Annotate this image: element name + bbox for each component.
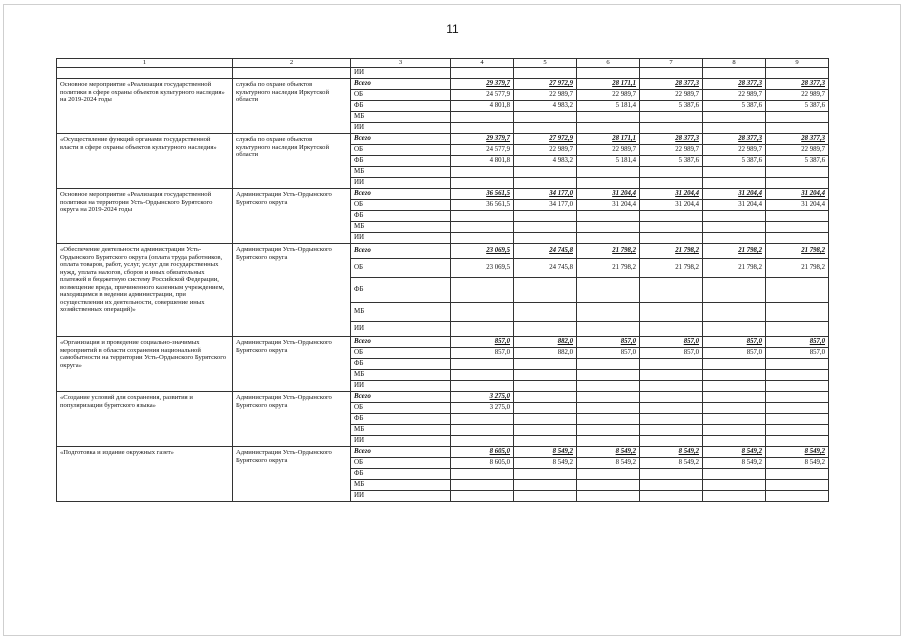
value-cell: 857,0: [766, 348, 829, 359]
value-cell: 31 204,4: [577, 189, 640, 200]
value-cell: 22 989,7: [703, 145, 766, 156]
row-code: Всего: [351, 244, 451, 259]
value-cell: 8 549,2: [577, 447, 640, 458]
value-cell: 857,0: [640, 337, 703, 348]
value-cell: 8 549,2: [640, 458, 703, 469]
executor-name: Администрация Усть-Ордынского Бурятского округа: [233, 189, 351, 244]
value-cell: [766, 112, 829, 123]
value-cell: [451, 303, 514, 322]
value-cell: [514, 414, 577, 425]
value-cell: 857,0: [577, 337, 640, 348]
value-cell: [703, 167, 766, 178]
value-cell: [640, 359, 703, 370]
row-code: ОБ: [351, 145, 451, 156]
value-cell: 21 798,2: [640, 259, 703, 278]
value-cell: [766, 178, 829, 189]
value-cell: [640, 392, 703, 403]
value-cell: [640, 123, 703, 134]
executor-name: Администрация Усть-Ордынского Бурятского округа: [233, 337, 351, 392]
value-cell: 24 745,8: [514, 244, 577, 259]
value-cell: [577, 469, 640, 480]
value-cell: 3 275,0: [451, 392, 514, 403]
activity-name: «Организация и проведение социально-значимых мероприятий в области сохранения национальной самобытности на территории Усть-Ордынского Бурятского округа»: [57, 337, 233, 392]
value-cell: [577, 414, 640, 425]
value-cell: 31 204,4: [577, 200, 640, 211]
value-cell: [640, 167, 703, 178]
value-cell: [703, 469, 766, 480]
table-row: [57, 134, 829, 145]
value-cell: 22 989,7: [514, 145, 577, 156]
value-cell: [577, 222, 640, 233]
value-cell: [640, 222, 703, 233]
value-cell: [703, 359, 766, 370]
value-cell: [577, 123, 640, 134]
value-cell: [451, 414, 514, 425]
value-cell: [640, 211, 703, 222]
value-cell: [451, 211, 514, 222]
row-code: Всего: [351, 79, 451, 90]
table-row: [57, 337, 829, 348]
value-cell: 24 577,9: [451, 145, 514, 156]
value-cell: [766, 414, 829, 425]
value-cell: 27 972,9: [514, 134, 577, 145]
value-cell: 22 989,7: [703, 90, 766, 101]
value-cell: [514, 403, 577, 414]
value-cell: [703, 222, 766, 233]
value-cell: [451, 370, 514, 381]
value-cell: 28 377,3: [640, 79, 703, 90]
activity-name: «Осуществление функций органами государственной власти в сфере охраны объектов культурного наследия»: [57, 134, 233, 189]
value-cell: 8 549,2: [640, 447, 703, 458]
value-cell: [577, 322, 640, 337]
value-cell: [703, 392, 766, 403]
row-code: ФБ: [351, 469, 451, 480]
value-cell: [514, 112, 577, 123]
row-code: ОБ: [351, 348, 451, 359]
value-cell: 8 605,0: [451, 447, 514, 458]
value-cell: [451, 436, 514, 447]
executor-name: Администрация Усть-Ордынского Бурятского округа: [233, 392, 351, 447]
value-cell: [514, 167, 577, 178]
value-cell: [703, 123, 766, 134]
table-row: [57, 189, 829, 200]
value-cell: [514, 222, 577, 233]
row-code: ФБ: [351, 359, 451, 370]
value-cell: 36 561,5: [451, 200, 514, 211]
activity-name: Основное мероприятие «Реализация государственной политики на территории Усть-Ордынского Бурятского округа на 2019-2024 годы: [57, 189, 233, 244]
value-cell: [577, 491, 640, 502]
value-cell: 22 989,7: [577, 90, 640, 101]
value-cell: [766, 222, 829, 233]
value-cell: [640, 480, 703, 491]
page-number: 11: [446, 22, 459, 36]
row-code: ОБ: [351, 200, 451, 211]
value-cell: 8 549,2: [703, 458, 766, 469]
value-cell: 8 549,2: [577, 458, 640, 469]
value-cell: [640, 381, 703, 392]
value-cell: 28 171,1: [577, 134, 640, 145]
row-code: Всего: [351, 337, 451, 348]
row-code: ИИ: [351, 436, 451, 447]
executor-name: Администрация Усть-Ордынского Бурятского округа: [233, 447, 351, 502]
continuation-row: [57, 68, 829, 79]
value-cell: 28 377,3: [766, 134, 829, 145]
value-cell: [514, 425, 577, 436]
value-cell: 22 989,7: [577, 145, 640, 156]
value-cell: [766, 491, 829, 502]
value-cell: [514, 322, 577, 337]
value-cell: 21 798,2: [577, 244, 640, 259]
value-cell: [703, 322, 766, 337]
value-cell: [640, 414, 703, 425]
value-cell: 882,0: [514, 348, 577, 359]
header-cell: 7: [640, 59, 703, 68]
value-cell: 5 181,4: [577, 156, 640, 167]
value-cell: [703, 403, 766, 414]
value-cell: [514, 211, 577, 222]
activity-name: «Обеспечение деятельности администрации Усть-Ордынского Бурятского округа (оплата труда работников, оплата товаров, работ, услуг, услуг для государственных нужд, уплата налогов, сборов и иных обязательных платежей в бюджетную систему Российской Федерации, возмещение вреда, причиненного казенным учреждением, находящимся в ведении администрации, при осуществлении их деятельности, совершение иных хозяйственных операций)»: [57, 244, 233, 337]
value-cell: [514, 359, 577, 370]
value-cell: [514, 392, 577, 403]
value-cell: 22 989,7: [640, 90, 703, 101]
value-cell: [514, 233, 577, 244]
value-cell: [451, 480, 514, 491]
value-cell: [703, 112, 766, 123]
row-code: ФБ: [351, 211, 451, 222]
row-code: ИИ: [351, 233, 451, 244]
value-cell: [766, 278, 829, 303]
value-cell: [577, 167, 640, 178]
table-row: [57, 244, 829, 259]
value-cell: [451, 222, 514, 233]
value-cell: 8 549,2: [766, 458, 829, 469]
value-cell: [703, 278, 766, 303]
row-code: Всего: [351, 392, 451, 403]
value-cell: 857,0: [703, 337, 766, 348]
value-cell: 24 745,8: [514, 259, 577, 278]
row-code: Всего: [351, 447, 451, 458]
value-cell: [766, 322, 829, 337]
value-cell: [514, 469, 577, 480]
value-cell: 31 204,4: [640, 189, 703, 200]
value-cell: [451, 233, 514, 244]
value-cell: 21 798,2: [703, 259, 766, 278]
row-code: ФБ: [351, 101, 451, 112]
value-cell: [451, 359, 514, 370]
value-cell: 4 801,8: [451, 156, 514, 167]
value-cell: [514, 123, 577, 134]
value-cell: [514, 436, 577, 447]
value-cell: 21 798,2: [766, 259, 829, 278]
header-cell: 2: [233, 59, 351, 68]
value-cell: [640, 469, 703, 480]
value-cell: 28 171,1: [577, 79, 640, 90]
row-code: ФБ: [351, 414, 451, 425]
value-cell: [451, 278, 514, 303]
budget-table: [56, 58, 829, 502]
header-cell: 3: [351, 59, 451, 68]
value-cell: [766, 436, 829, 447]
value-cell: [577, 381, 640, 392]
value-cell: 24 577,9: [451, 90, 514, 101]
value-cell: 5 387,6: [766, 101, 829, 112]
value-cell: [703, 381, 766, 392]
executor-name: Администрация Усть-Ордынского Бурятского округа: [233, 244, 351, 337]
table-row: [57, 447, 829, 458]
value-cell: [451, 178, 514, 189]
table-row: [57, 79, 829, 90]
value-cell: [577, 436, 640, 447]
value-cell: 8 605,0: [451, 458, 514, 469]
header-cell: 9: [766, 59, 829, 68]
value-cell: [640, 436, 703, 447]
value-cell: 5 387,6: [766, 156, 829, 167]
value-cell: 857,0: [577, 348, 640, 359]
value-cell: 5 387,6: [640, 101, 703, 112]
value-cell: [640, 178, 703, 189]
activity-name: Основное мероприятие «Реализация государственной политики в сфере охраны объектов культурного наследия» на 2019-2024 годы: [57, 79, 233, 134]
executor-name: служба по охране объектов культурного наследия Иркутской области: [233, 134, 351, 189]
value-cell: [577, 178, 640, 189]
value-cell: 857,0: [703, 348, 766, 359]
value-cell: 21 798,2: [766, 244, 829, 259]
value-cell: 29 379,7: [451, 134, 514, 145]
row-code: ИИ: [351, 322, 451, 337]
value-cell: [577, 480, 640, 491]
header-cell: 6: [577, 59, 640, 68]
value-cell: [577, 303, 640, 322]
value-cell: [514, 480, 577, 491]
value-cell: 8 549,2: [514, 458, 577, 469]
value-cell: 28 377,3: [640, 134, 703, 145]
value-cell: [451, 491, 514, 502]
value-cell: [577, 211, 640, 222]
header-cell: 4: [451, 59, 514, 68]
row-code: Всего: [351, 134, 451, 145]
value-cell: [577, 403, 640, 414]
value-cell: [640, 491, 703, 502]
row-code: ОБ: [351, 90, 451, 101]
value-cell: [703, 303, 766, 322]
row-code: ОБ: [351, 259, 451, 278]
value-cell: 28 377,3: [766, 79, 829, 90]
value-cell: [451, 322, 514, 337]
value-cell: [766, 480, 829, 491]
continuation-desc: [57, 68, 233, 79]
header-cell: 5: [514, 59, 577, 68]
value-cell: [766, 469, 829, 480]
value-cell: 22 989,7: [766, 145, 829, 156]
value-cell: 21 798,2: [703, 244, 766, 259]
row-code: ИИ: [351, 381, 451, 392]
value-cell: [514, 278, 577, 303]
value-cell: 31 204,4: [766, 189, 829, 200]
value-cell: [640, 370, 703, 381]
value-cell: 8 549,2: [514, 447, 577, 458]
row-code: ОБ: [351, 458, 451, 469]
value-cell: [640, 425, 703, 436]
value-cell: [703, 414, 766, 425]
value-cell: [766, 392, 829, 403]
value-cell: [766, 370, 829, 381]
value-cell: [766, 233, 829, 244]
value-cell: 5 181,4: [577, 101, 640, 112]
value-cell: 22 989,7: [640, 145, 703, 156]
value-cell: 29 379,7: [451, 79, 514, 90]
value-cell: [640, 278, 703, 303]
value-cell: 882,0: [514, 337, 577, 348]
value-cell: [703, 178, 766, 189]
value-cell: [766, 425, 829, 436]
row-code: МБ: [351, 167, 451, 178]
row-code: ФБ: [351, 156, 451, 167]
value-cell: 8 549,2: [703, 447, 766, 458]
value-cell: [703, 370, 766, 381]
activity-name: «Создание условий для сохранения, развития и популяризации бурятского языка»: [57, 392, 233, 447]
row-code: МБ: [351, 480, 451, 491]
row-code: ИИ: [351, 178, 451, 189]
value-cell: 23 069,5: [451, 244, 514, 259]
row-code: МБ: [351, 425, 451, 436]
value-cell: [766, 381, 829, 392]
table-row: [57, 392, 829, 403]
value-cell: [451, 167, 514, 178]
value-cell: [451, 381, 514, 392]
value-cell: 5 387,6: [703, 156, 766, 167]
value-cell: 857,0: [640, 348, 703, 359]
value-cell: 21 798,2: [577, 259, 640, 278]
value-cell: [703, 480, 766, 491]
continuation-exec: [233, 68, 351, 79]
value-cell: [577, 233, 640, 244]
row-code: ОБ: [351, 403, 451, 414]
value-cell: [514, 491, 577, 502]
value-cell: [640, 112, 703, 123]
value-cell: [514, 381, 577, 392]
value-cell: 34 177,0: [514, 200, 577, 211]
value-cell: 28 377,3: [703, 134, 766, 145]
header-row: [57, 59, 829, 68]
value-cell: [577, 112, 640, 123]
row-code: МБ: [351, 370, 451, 381]
value-cell: [577, 359, 640, 370]
value-cell: [766, 303, 829, 322]
value-cell: [577, 278, 640, 303]
value-cell: 27 972,9: [514, 79, 577, 90]
value-cell: [577, 425, 640, 436]
value-cell: [640, 303, 703, 322]
value-cell: 8 549,2: [766, 447, 829, 458]
value-cell: 28 377,3: [703, 79, 766, 90]
value-cell: [451, 469, 514, 480]
row-code: ФБ: [351, 278, 451, 303]
row-code: ИИ: [351, 123, 451, 134]
value-cell: 22 989,7: [766, 90, 829, 101]
value-cell: [766, 123, 829, 134]
value-cell: 21 798,2: [640, 244, 703, 259]
value-cell: [451, 112, 514, 123]
row-code: МБ: [351, 303, 451, 322]
value-cell: [640, 233, 703, 244]
value-cell: [514, 178, 577, 189]
value-cell: 4 801,8: [451, 101, 514, 112]
value-cell: 22 989,7: [514, 90, 577, 101]
header-cell: 1: [57, 59, 233, 68]
row-code: МБ: [351, 222, 451, 233]
value-cell: [703, 211, 766, 222]
value-cell: 857,0: [451, 348, 514, 359]
value-cell: [703, 425, 766, 436]
value-cell: 31 204,4: [640, 200, 703, 211]
value-cell: 857,0: [766, 337, 829, 348]
value-cell: [766, 211, 829, 222]
value-cell: [766, 167, 829, 178]
value-cell: [514, 370, 577, 381]
value-cell: 3 275,0: [451, 403, 514, 414]
value-cell: [640, 322, 703, 337]
value-cell: [703, 491, 766, 502]
value-cell: 31 204,4: [703, 200, 766, 211]
header-cell: 8: [703, 59, 766, 68]
value-cell: 31 204,4: [703, 189, 766, 200]
value-cell: [766, 403, 829, 414]
value-cell: [703, 233, 766, 244]
value-cell: 34 177,0: [514, 189, 577, 200]
row-code: Всего: [351, 189, 451, 200]
value-cell: [451, 425, 514, 436]
value-cell: 4 983,2: [514, 101, 577, 112]
value-cell: [577, 370, 640, 381]
value-cell: 4 983,2: [514, 156, 577, 167]
value-cell: [577, 392, 640, 403]
value-cell: 5 387,6: [640, 156, 703, 167]
value-cell: [766, 359, 829, 370]
row-code: ИИ: [351, 491, 451, 502]
value-cell: [451, 123, 514, 134]
activity-name: «Подготовка и издание окружных газет»: [57, 447, 233, 502]
executor-name: служба по охране объектов культурного наследия Иркутской области: [233, 79, 351, 134]
value-cell: 23 069,5: [451, 259, 514, 278]
row-code: ИИ: [351, 68, 451, 79]
value-cell: 31 204,4: [766, 200, 829, 211]
table-body: [57, 59, 829, 502]
value-cell: 5 387,6: [703, 101, 766, 112]
value-cell: [640, 403, 703, 414]
value-cell: 36 561,5: [451, 189, 514, 200]
value-cell: [703, 436, 766, 447]
row-code: МБ: [351, 112, 451, 123]
value-cell: 857,0: [451, 337, 514, 348]
value-cell: [514, 303, 577, 322]
